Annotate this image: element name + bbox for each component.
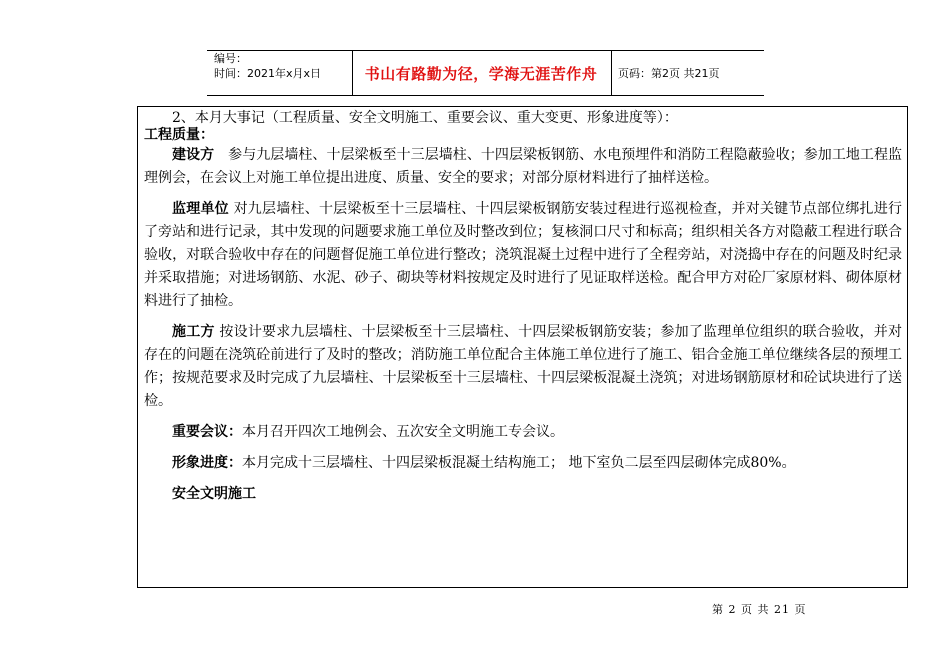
paragraph-text: 参与九层墙柱、十层梁板至十三层墙柱、十四层梁板钢筋、水电预埋件和消防工程隐蔽验收；参加工地工程监理例会，在会议上对施工单位提出进度、质量、安全的要求；对部分原材料进行了抽样送检。 — [144, 147, 903, 186]
content-box — [137, 106, 908, 588]
header-meta — [214, 51, 321, 81]
safety-heading: 安全文明施工 — [172, 486, 256, 502]
document-number-label: 编号： — [214, 52, 247, 65]
quality-heading: 工程质量： — [144, 127, 214, 143]
header-bottom-rule — [207, 95, 764, 96]
paragraph-label: 施工方 — [172, 324, 215, 340]
paragraph-owner — [144, 144, 902, 190]
content-text — [144, 110, 902, 506]
paragraph-meetings — [144, 421, 902, 444]
paragraph-label: 重要会议： — [172, 424, 242, 440]
header-motto: 书山有路勤为径，学海无涯苦作舟 — [364, 64, 598, 83]
paragraph-text: 本月召开四次工地例会、五次安全文明施工专会议。 — [242, 424, 564, 440]
paragraph-label: 建设方 — [172, 147, 215, 163]
paragraph-text: 对九层墙柱、十层梁板至十三层墙柱、十四层梁板钢筋安装过程进行巡视检查，并对关键节点部位绑扎进行了旁站和进行记录，其中发现的问题要求施工单位及时整改到位；复核洞口尺寸和标高；组织相关各方对隐蔽工程进行联合验收，对联合验收中存在的问题督促施工单位进行整改；浇筑混凝土过程中进行了全程旁站，对浇捣中存在的问题及时纪录并采取措施；对进场钢筋、水泥、砂子、砌块等材料按规定及时进行了见证取样送检。配合甲方对砼厂家原材料、砌体原材料进行了抽检。 — [144, 201, 902, 309]
paragraph-text: 按设计要求九层墙柱、十层梁板至十三层墙柱、十四层梁板钢筋安装；参加了监理单位组织的联合验收，并对存在的问题在浇筑砼前进行了及时的整改；消防施工单位配合主体施工单位进行了施工、铝合金施工单位继续各层的预埋工作；按规范要求及时完成了九层墙柱、十层梁板至十三层墙柱、十四层梁板混凝土浇筑；对进场钢筋原材和砼试块进行了送检。 — [144, 324, 903, 409]
paragraph-label: 监理单位 — [172, 201, 229, 217]
paragraph-supervisor — [144, 198, 902, 313]
header-divider — [611, 50, 612, 95]
footer-page-number: 第 2 页 共 21 页 — [712, 603, 807, 616]
paragraph-progress — [144, 452, 902, 475]
paragraph-text: 本月完成十三层墙柱、十四层梁板混凝土结构施工； 地下室负二层至四层砌体完成80%。 — [242, 455, 796, 471]
section-title: 2、本月大事记（工程质量、安全文明施工、重要会议、重大变更、形象进度等）： — [172, 110, 678, 126]
document-time-label: 时间：2021年x月x日 — [214, 67, 322, 80]
paragraph-label: 形象进度： — [172, 455, 242, 471]
header-page-number: 页码：第2页 共21页 — [618, 67, 720, 80]
paragraph-contractor — [144, 321, 902, 413]
